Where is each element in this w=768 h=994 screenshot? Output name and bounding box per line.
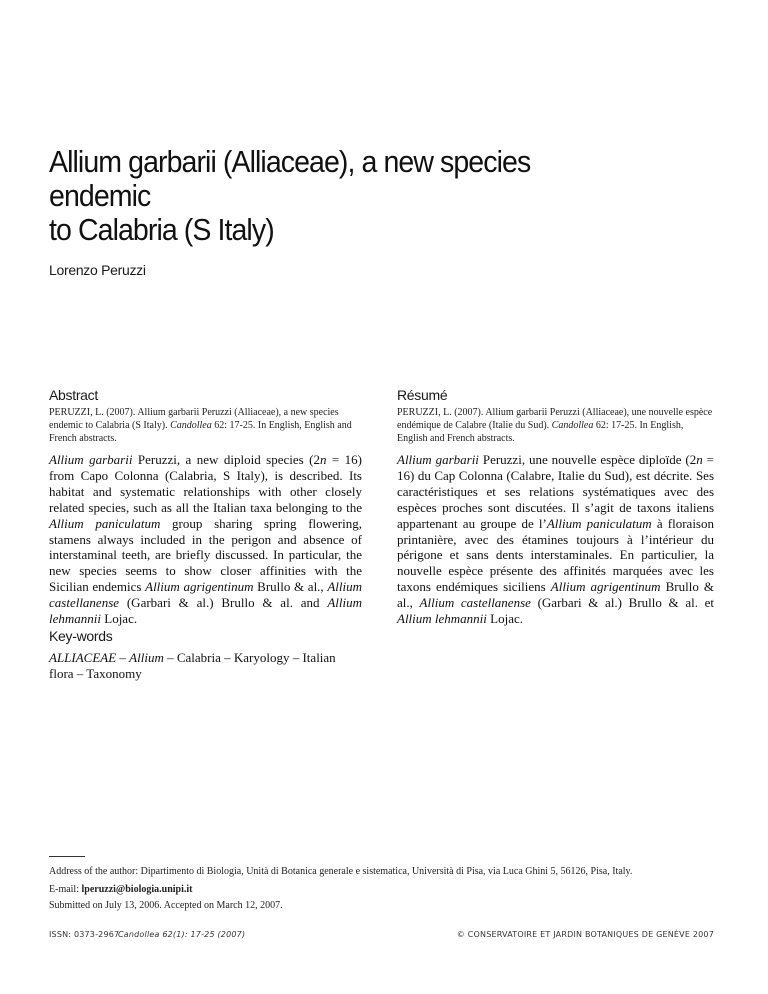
abstract-heading: Abstract [49, 387, 98, 403]
italic-run: Allium paniculatum [546, 515, 652, 531]
author-email-link[interactable]: lperuzzi@biologia.unipi.it [81, 884, 193, 895]
text-run: Peruzzi, a new diploid species (2 [132, 452, 320, 467]
italic-run: Allium agrigentinum [145, 579, 254, 595]
resume-citation-text: PERUZZI, L. (2007). Allium garbarii Peruzzi (Alliaceae), une nouvelle espèce endémique de Calabre (Italie du Sud). [397, 407, 713, 432]
italic-run: Allium lehmannii [49, 595, 362, 627]
submission-dates: Submitted on July 13, 2006. Accepted on March 12, 2007. [49, 900, 283, 911]
text-run: = 16) from Capo Colonna (Calabria, S Italy), is described. Its habitat and systematic relationships with other closely related species, such as all the Italian taxa belonging to the [49, 452, 362, 515]
text-run: à floraison printanière, avec des étamines toujours à l’intérieur du périgone et sans dents interstaminales. En particulier, la nouvelle espèce présente des affinités marquées avec les taxons endémiques siciliens [397, 515, 714, 595]
text-run: – Calabria – Karyology – Italian flora – Taxonomy [49, 650, 336, 681]
resume-citation-pages: 62: 17-25. In English, English and French abstracts. [397, 420, 684, 445]
abstract-body [49, 452, 362, 627]
italic-run: n [319, 452, 327, 467]
italic-run: Allium garbarii [397, 452, 479, 467]
footer-rule [49, 856, 85, 857]
italic-run: Allium paniculatum [49, 515, 161, 531]
text-run: Lojac. [486, 611, 524, 627]
italic-run: Allium garbarii [49, 452, 133, 467]
text-run: Brullo & al., [253, 579, 328, 595]
resume-citation-journal: Candollea [551, 420, 594, 432]
article-title [49, 145, 638, 247]
text-run: Brullo & al., [397, 579, 715, 611]
copyright: © CONSERVATOIRE ET JARDIN BOTANIQUES DE GENÈVE 2007 [456, 930, 714, 939]
abstract-citation-journal: Candollea [170, 420, 212, 432]
text-run: Lojac. [101, 611, 138, 627]
italic-run: Allium lehmannii [397, 611, 487, 627]
italic-run: Allium castellanense [49, 579, 363, 611]
text-run: group sharing spring flowering, stamens always included in the perigon and absence of interstaminal teeth, are briefly discussed. In particular, the new species seems to show closer affinities with the Sicilian endemics [49, 515, 362, 595]
italic-run: Allium castellanense [419, 595, 531, 611]
text-run: (Garbari & al.) Brullo & al. et [530, 595, 715, 611]
italic-run: ALLIACEAE [49, 650, 117, 665]
text-run: = 16) du Cap Colonna (Calabre, Italie du Sud), est décrite. Ses caractéristiques et ses relations systématiques avec des espèces proches sont discutées. Il s’agit de taxons italiens appartenant au groupe de l’ [397, 452, 714, 531]
author-name: Lorenzo Peruzzi [49, 262, 146, 278]
italic-run: n [696, 452, 703, 467]
author-address: Address of the author: Dipartimento di Biologia, Unità di Botanica generale e sistematica, Università di Pisa, via Luca Ghini 5, 56126, Pisa, Italy. [49, 866, 633, 877]
text-run: (Garbari & al.) Brullo & al. and [119, 595, 328, 611]
abstract-citation [49, 406, 362, 446]
text-run: – [116, 650, 130, 665]
resume-body [397, 452, 714, 627]
text-run: Peruzzi, une nouvelle espèce diploïde (2 [478, 452, 697, 467]
resume-citation [397, 406, 714, 446]
abstract-citation-pages: 62: 17-25. In English, English and French abstracts. [49, 420, 352, 445]
author-email-line [49, 884, 192, 895]
abstract-citation-text: PERUZZI, L. (2007). Allium garbarii Peruzzi (Alliaceae), a new species endemic to Calabria (S Italy). [49, 407, 339, 432]
journal-reference: Candollea 62(1): 17-25 (2007) [118, 930, 246, 939]
resume-heading: Résumé [397, 387, 448, 403]
email-label: E-mail: [49, 884, 82, 895]
title-line-2: to Calabria (S Italy) [49, 212, 274, 247]
issn: ISSN: 0373-2967 [49, 930, 120, 939]
italic-run: Allium agrigentinum [550, 579, 661, 595]
keywords-heading: Key-words [49, 628, 113, 644]
italic-run: Allium [129, 650, 164, 665]
title-line-1: Allium garbarii (Alliaceae), a new species endemic [49, 144, 531, 213]
keywords-body [49, 650, 362, 682]
